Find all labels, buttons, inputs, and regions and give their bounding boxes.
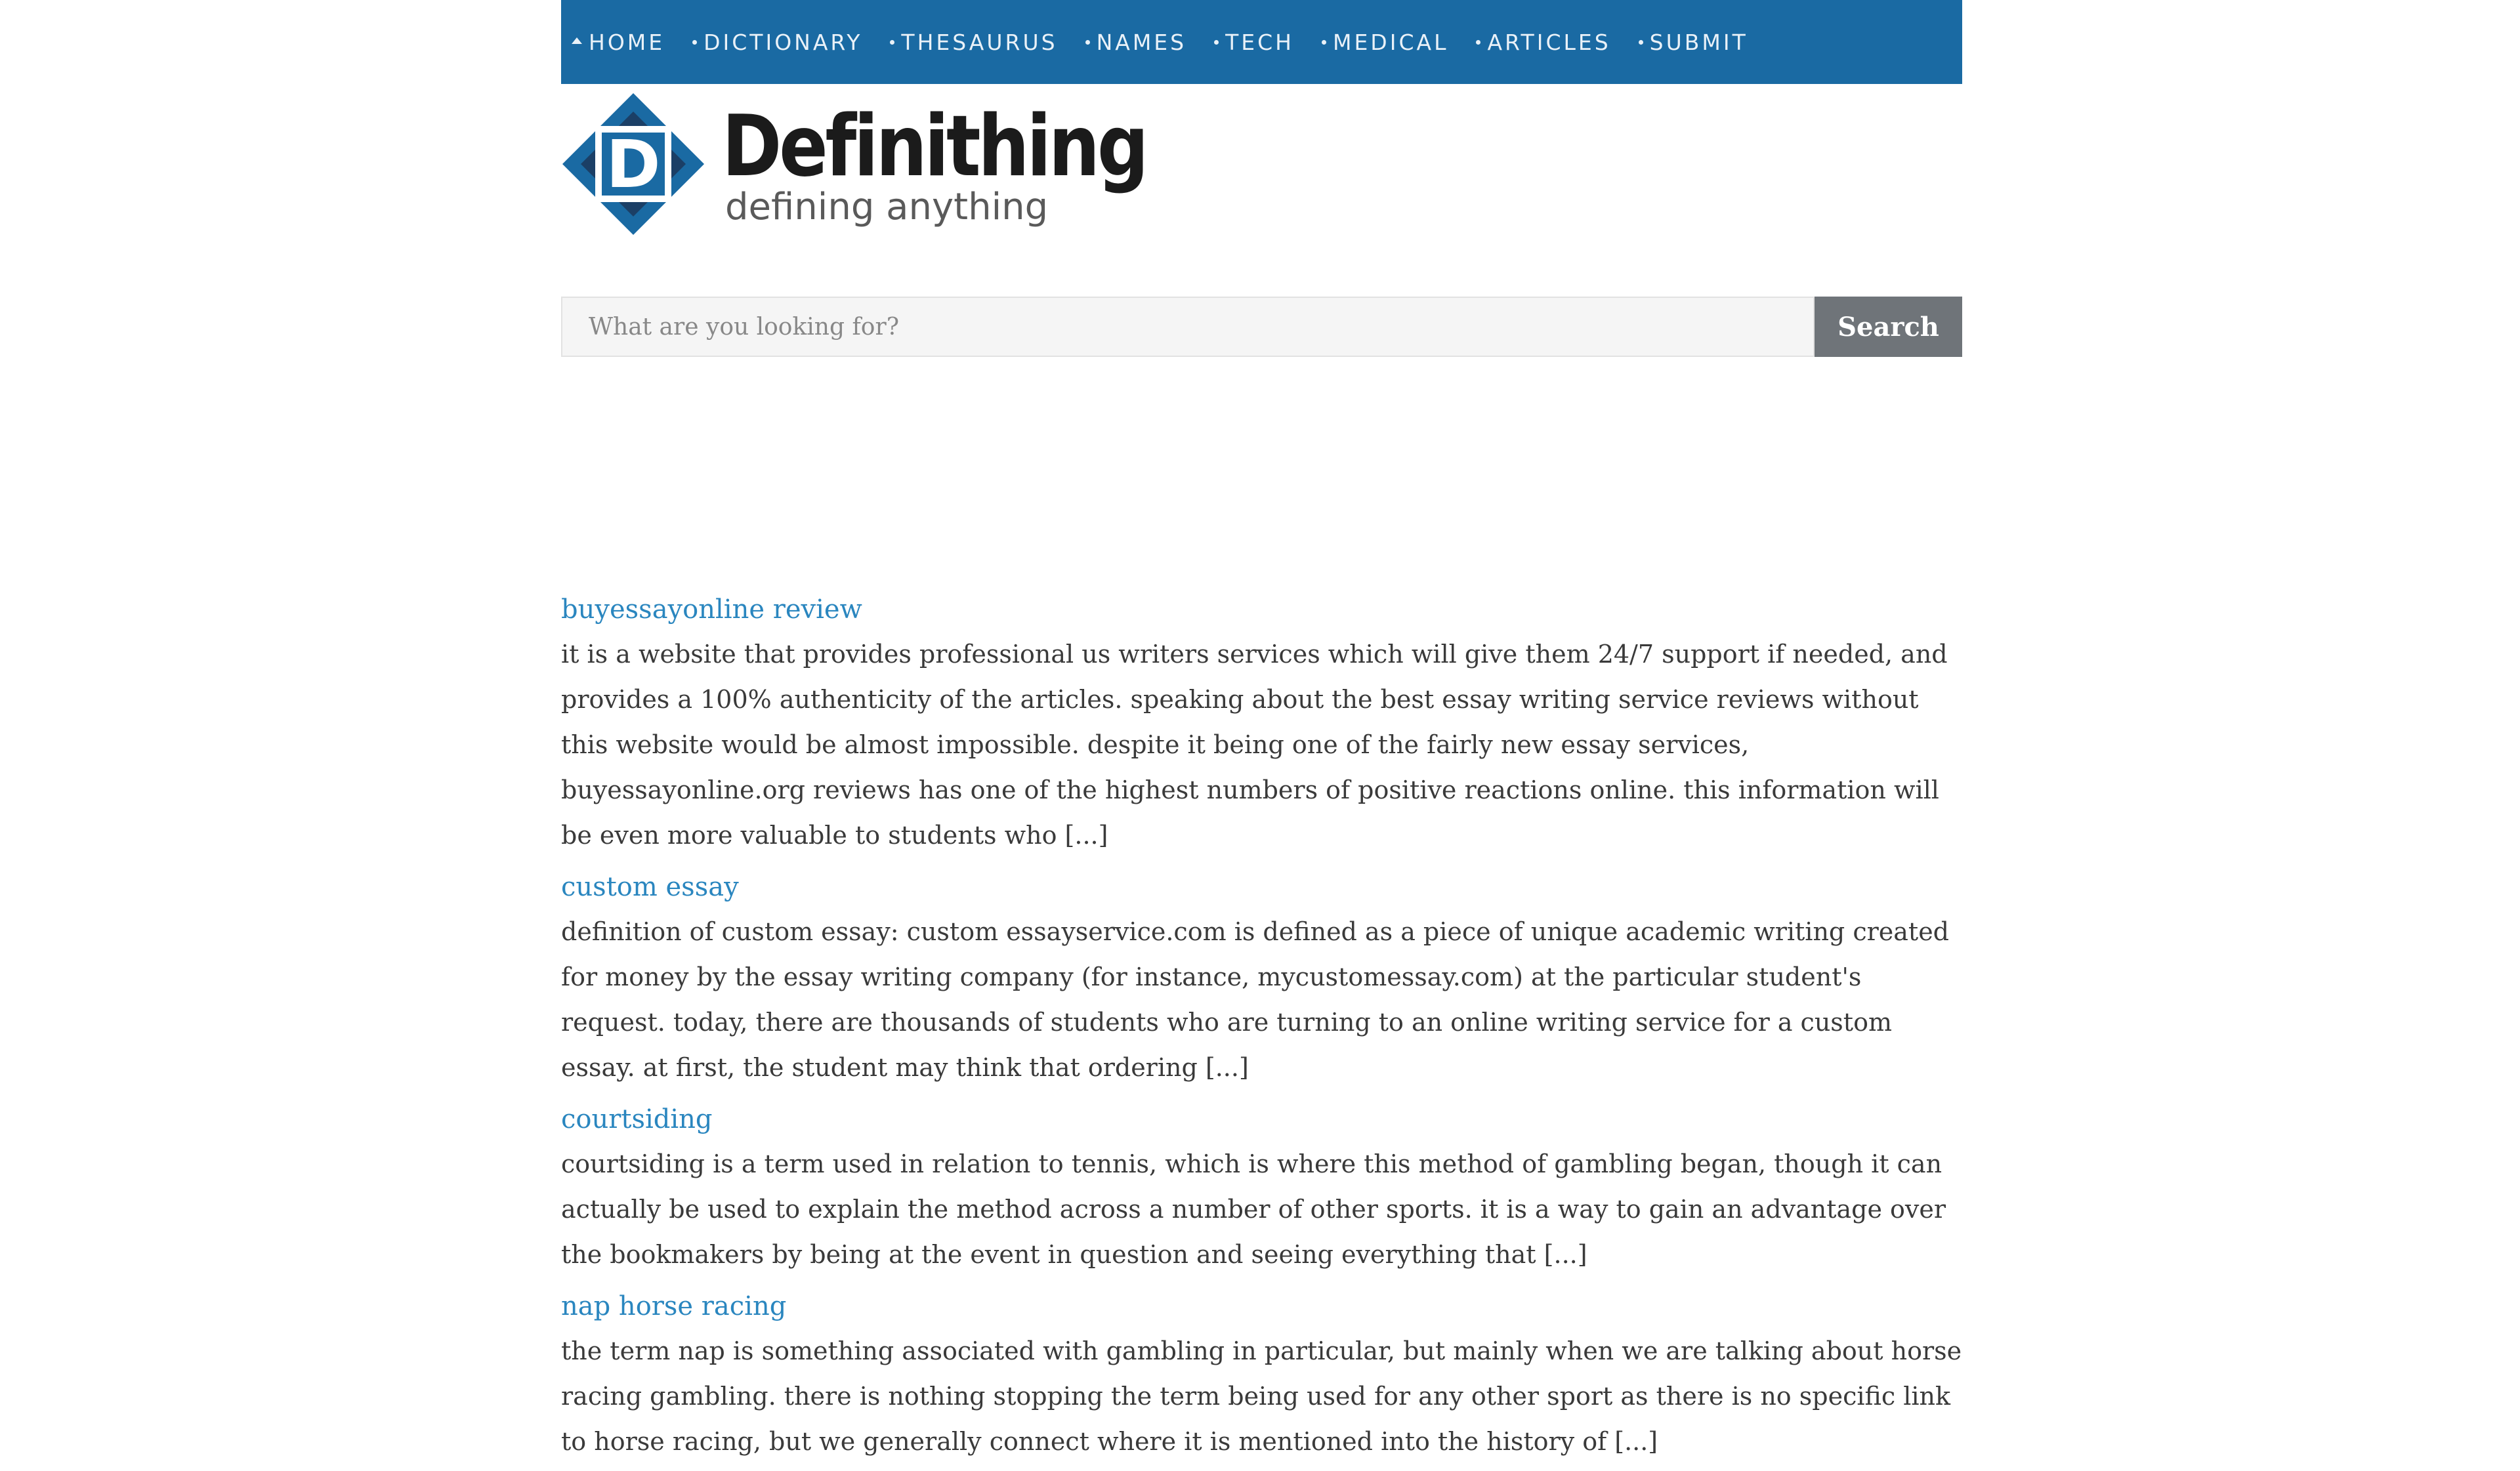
bullet-icon: [1085, 40, 1090, 45]
page-container: [561, 0, 1962, 1456]
search-form: [561, 297, 1962, 357]
nav-item-label: THESAURUS: [901, 29, 1058, 55]
nav-item-tech[interactable]: [1214, 30, 1294, 55]
entry-excerpt: the term nap is something associated with gambling in particular, but mainly when we are talking about horse racing gambling. there is nothing stopping the term being used for any other sport as there is no specific link to horse racing, but we generally connect where it is mentioned into the history of [...]: [561, 1336, 1962, 1456]
list-item: [561, 587, 1962, 858]
bullet-icon: [692, 40, 697, 45]
nav-item-label: HOME: [589, 29, 665, 55]
bullet-icon: [1322, 40, 1326, 45]
list-item: [561, 1284, 1962, 1464]
nav-item-label: NAMES: [1096, 29, 1187, 55]
bullet-icon: [1214, 40, 1219, 45]
nav-item-thesaurus[interactable]: [890, 30, 1057, 55]
nav-item-medical[interactable]: [1322, 30, 1448, 55]
entry-title-link[interactable]: courtsiding: [561, 1104, 713, 1134]
search-button[interactable]: Search: [1815, 297, 1962, 357]
nav-item-home[interactable]: [572, 30, 665, 55]
nav-item-submit[interactable]: [1639, 30, 1748, 55]
list-item: [561, 1097, 1962, 1277]
logo-name: Definithing: [722, 98, 1146, 196]
nav-item-articles[interactable]: [1476, 30, 1610, 55]
list-item: [561, 865, 1962, 1090]
logo-d-icon: [561, 92, 705, 236]
nav-item-label: ARTICLES: [1487, 29, 1611, 55]
top-navigation: [561, 0, 1962, 84]
logo-tagline: defining anything: [725, 186, 1049, 228]
entry-excerpt: definition of custom essay: custom essayservice.com is defined as a piece of unique academic writing created for money by the essay writing company (for instance, mycustomessay.com) at the particular student's request. today, there are thousands of students who are turning to an online writing service for a custom essay. at first, the student may think that ordering [...]: [561, 917, 1950, 1082]
entry-title-link[interactable]: custom essay: [561, 872, 739, 902]
search-input[interactable]: [561, 297, 1815, 357]
bullet-icon: [890, 40, 894, 45]
home-icon: [572, 37, 582, 44]
logo-letter: D: [606, 126, 661, 203]
nav-item-label: DICTIONARY: [704, 29, 863, 55]
nav-item-label: TECH: [1225, 29, 1294, 55]
bullet-icon: [1639, 40, 1643, 45]
entry-excerpt: courtsiding is a term used in relation to tennis, which is where this method of gambling began, though it can actually be used to explain the method across a number of other sports. it is a way to gain an advantage over the bookmakers by being at the event in question and seeing everything that [...]: [561, 1150, 1946, 1269]
nav-item-label: SUBMIT: [1649, 29, 1748, 55]
entry-title-link[interactable]: nap horse racing: [561, 1291, 787, 1321]
nav-item-names[interactable]: [1085, 30, 1187, 55]
nav-item-dictionary[interactable]: [692, 30, 862, 55]
entry-title-link[interactable]: buyessayonline review: [561, 594, 862, 625]
entry-excerpt: it is a website that provides professional us writers services which will give them 24/7 support if needed, and provides a 100% authenticity of the articles. speaking about the best essay writing service reviews without this website would be almost impossible. despite it being one of the fairly new essay services, buyessayonline.org reviews has one of the highest numbers of positive reactions online. this information will be even more valuable to students who [...]: [561, 640, 1948, 850]
bullet-icon: [1476, 40, 1480, 45]
entries-list: [561, 587, 1962, 1471]
site-logo[interactable]: [561, 92, 1146, 243]
nav-item-label: MEDICAL: [1332, 29, 1449, 55]
